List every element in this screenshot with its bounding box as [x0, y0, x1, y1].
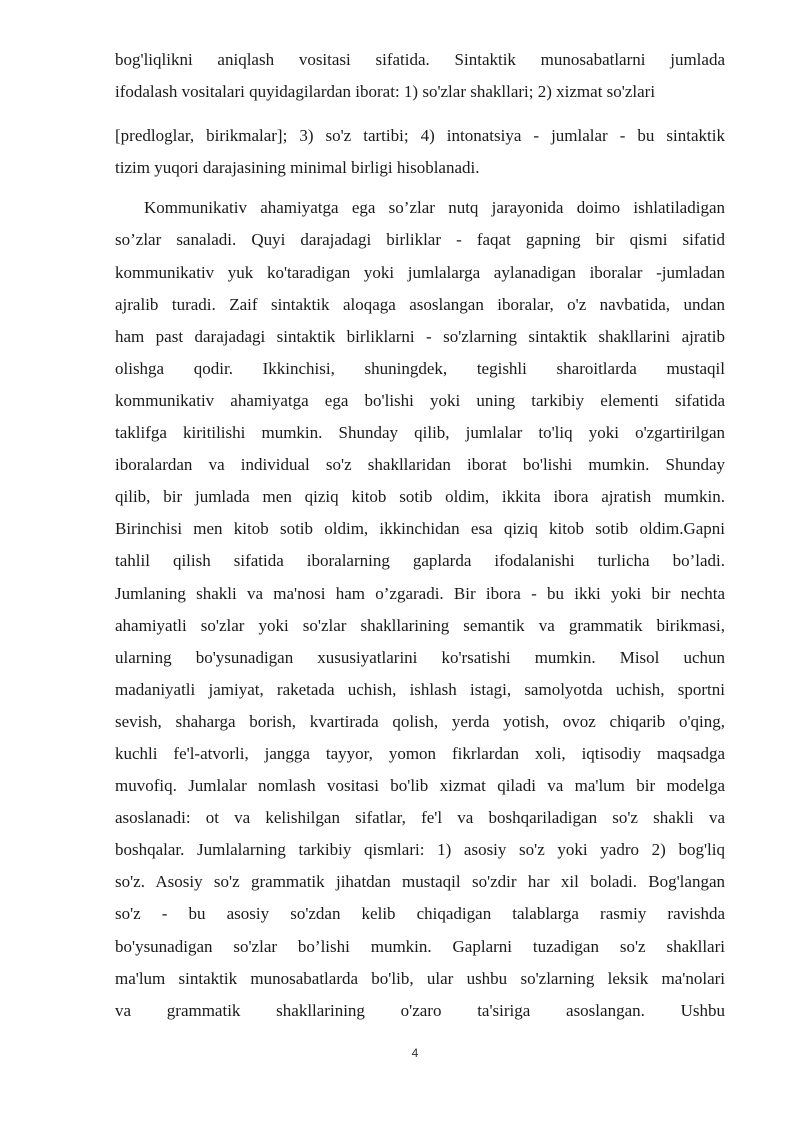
text-line: kommunikativ yuk ko'taradigan yoki jumlalarga aylanadigan iboralar -jumladan	[115, 262, 725, 282]
text-line: olishga qodir. Ikkinchisi, shuningdek, tegishli sharoitlarda mustaqil	[115, 358, 725, 378]
text-line: boshqalar. Jumlalarning tarkibiy qismlari: 1) asosiy so'z yoki yadro 2) bog'liq	[115, 840, 725, 860]
text-line: tahlil qilish sifatida iboralarning gaplarda ifodalanishi turlicha bo’ladi.	[115, 551, 725, 571]
text-line: so'z - bu asosiy so'zdan kelib chiqadigan talablarga rasmiy ravishda	[115, 904, 725, 924]
text-line: va grammatik shakllarining o'zaro ta'siriga asoslangan. Ushbu	[115, 1000, 725, 1020]
text-line: Birinchisi men kitob sotib oldim, ikkinchidan esa qiziq kitob sotib oldim.Gapni	[115, 519, 725, 539]
text-line: ahamiyatli so'zlar yoki so'zlar shakllarining semantik va grammatik birikmasi,	[115, 615, 725, 635]
page-number: 4	[411, 1046, 419, 1060]
text-line: asoslanadi: ot va kelishilgan sifatlar, fe'l va boshqariladigan so'z shakli va	[115, 808, 725, 828]
paragraph-gap	[115, 184, 725, 192]
text-line: ajralib turadi. Zaif sintaktik aloqaga asoslangan iboralar, o'z navbatida, undan	[115, 294, 725, 314]
text-line: kommunikativ ahamiyatga ega bo'lishi yoki uning tarkibiy elementi sifatida	[115, 390, 725, 410]
text-line: muvofiq. Jumlalar nomlash vositasi bo'lib xizmat qiladi va ma'lum bir modelga	[115, 776, 725, 796]
text-line: bog'liqlikni aniqlash vositasi sifatida. Sintaktik munosabatlarni jumlada	[115, 50, 725, 69]
text-line: ham past darajadagi sintaktik birliklarni - so'zlarning sintaktik shakllarini ajratib	[115, 326, 725, 346]
text-line: sevish, shaharga borish, kvartirada qolish, yerda yotish, ovoz chiqarib o'qing,	[115, 711, 725, 731]
text-line: tizim yuqori darajasining minimal birligi hisoblanadi.	[115, 158, 480, 178]
paragraph-1	[115, 44, 725, 108]
text-line: ifodalash vositalari quyidagilardan iborat: 1) so'zlar shakllari; 2) xizmat so'zlari	[115, 82, 656, 102]
text-line: [predloglar, birikmalar]; 3) so'z tartibi; 4) intonatsiya - jumlalar - bu sintaktik	[115, 126, 725, 146]
text-line: Jumlaning shakli va ma'nosi ham o’zgaradi. Bir ibora - bu ikki yoki bir nechta	[115, 583, 725, 603]
text-line: ma'lum sintaktik munosabatlarda bo'lib, ular ushbu so'zlarning leksik ma'nolari	[115, 968, 725, 988]
page-body	[115, 44, 725, 1027]
text-line: Kommunikativ ahamiyatga ega so’zlar nutq jarayonida doimo ishlatiladigan	[144, 198, 725, 218]
text-line: madaniyatli jamiyat, raketada uchish, ishlash istagi, samolyotda uchish, sportni	[115, 679, 725, 699]
text-line: ularning bo'ysunadigan xususiyatlarini ko'rsatishi mumkin. Misol uchun	[115, 647, 725, 667]
paragraph-3	[115, 192, 725, 1026]
text-line: kuchli fe'l-atvorli, jangga tayyor, yomon fikrlardan xoli, iqtisodiy maqsadga	[115, 743, 725, 763]
text-line: taklifga kiritilishi mumkin. Shunday qilib, jumlalar to'liq yoki o'zgartirilgan	[115, 423, 725, 443]
text-line: qilib, bir jumlada men qiziq kitob sotib oldim, ikkita ibora ajratish mumkin.	[115, 487, 725, 507]
paragraph-2	[115, 120, 725, 184]
paragraph-gap	[115, 108, 725, 120]
text-line: iboralardan va individual so'z shakllaridan iborat bo'lishi mumkin. Shunday	[115, 455, 725, 475]
text-line: so'z. Asosiy so'z grammatik jihatdan mustaqil so'zdir har xil boladi. Bog'langan	[115, 872, 725, 892]
text-line: so’zlar sanaladi. Quyi darajadagi birliklar - faqat gapning bir qismi sifatid	[115, 230, 725, 250]
text-line: bo'ysunadigan so'zlar bo’lishi mumkin. Gaplarni tuzadigan so'z shakllari	[115, 936, 725, 956]
